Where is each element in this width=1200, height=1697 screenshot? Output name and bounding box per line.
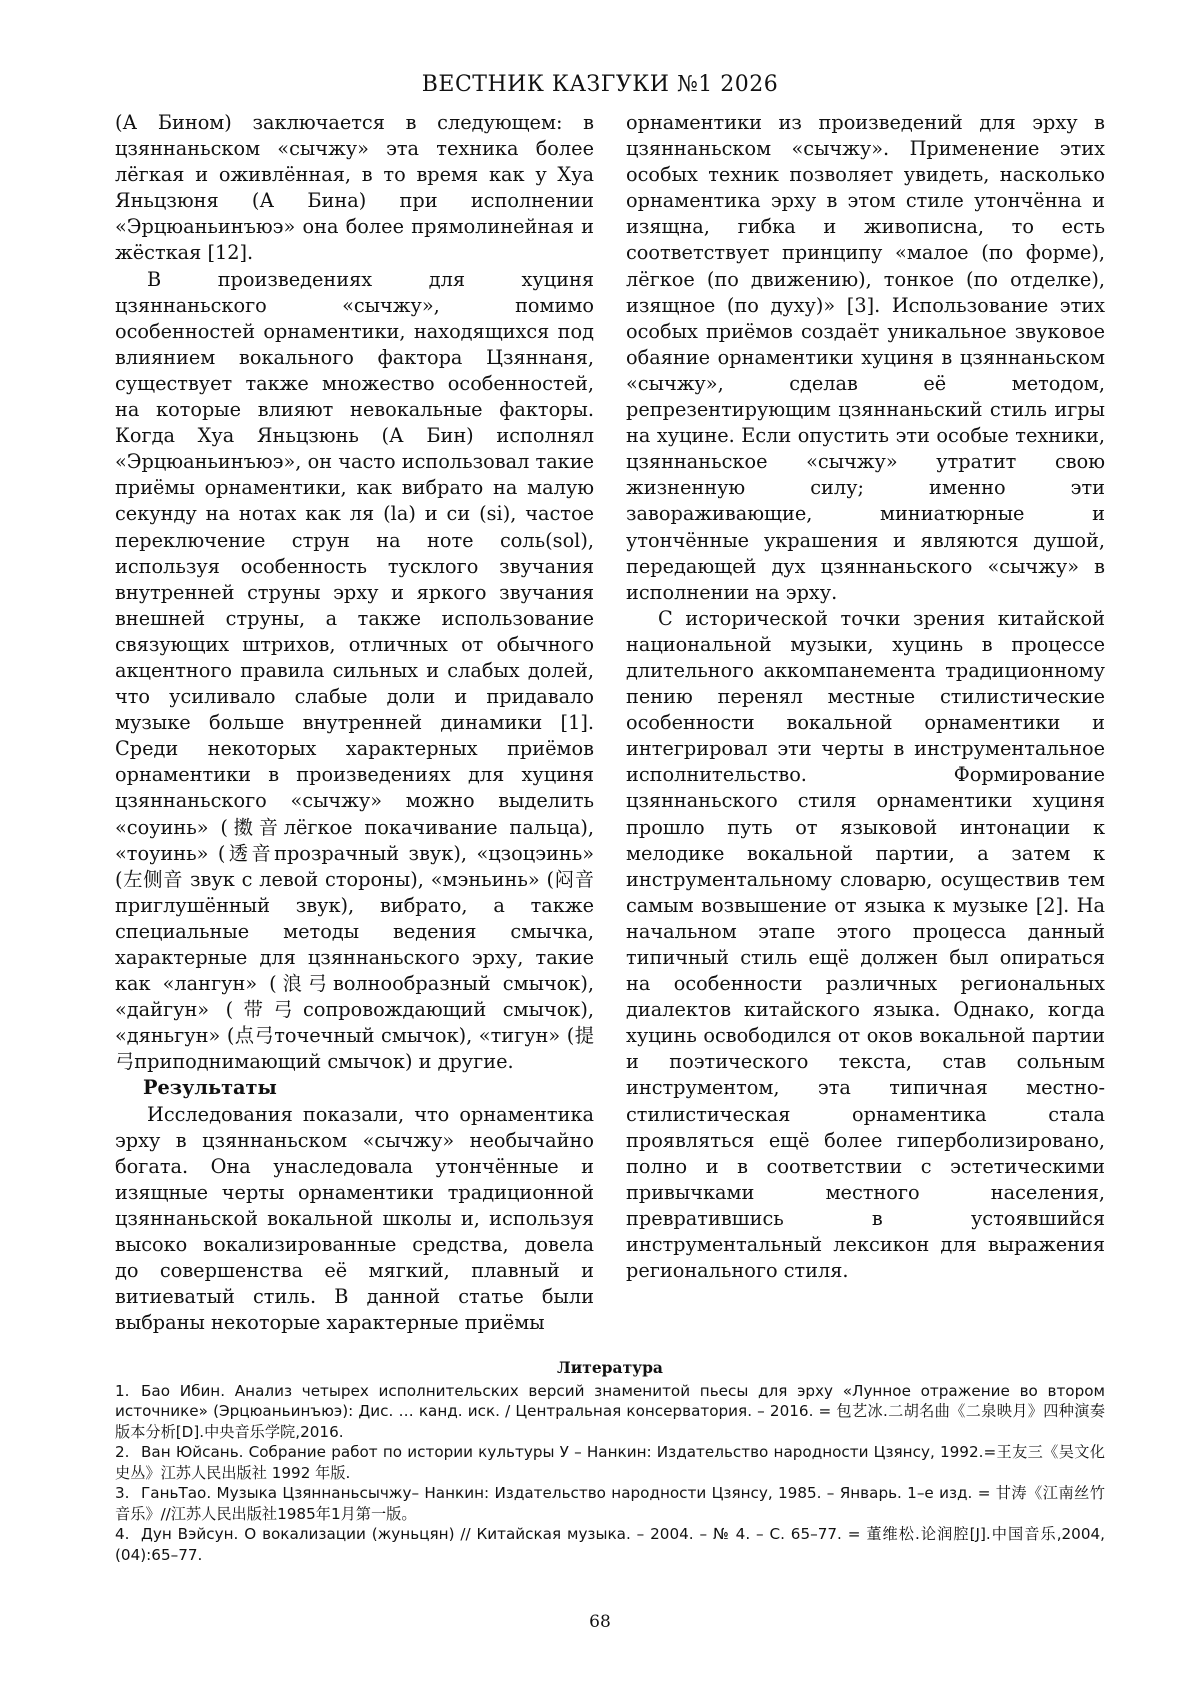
right-column (626, 110, 1105, 1284)
paragraph: (А Бином) заключается в следующем: в цзяннаньском «сычжу» эта техника более лёгкая и оживлённая, в то время как у Хуа Яньцзюня (А Бина) при исполнении «Эрцюаньинъюэ» она более прямолинейная и жёсткая [12]. (115, 111, 594, 265)
results-heading: Результаты (143, 1076, 277, 1100)
paragraph: Исследования показали, что орнаментика эрху в цзяннаньском «сычжу» необычайно богата. Она унаследовала утончённые и изящные черты орнаментики традиционной цзяннаньской вокальной школы и, используя высоко вокализированные средства, довела до совершенства её мягкий, плавный и витиеватый стиль. В данной статье были выбраны некоторые характерные приёмы (115, 1102, 594, 1335)
reference-item: 2. Ван Юйсань. Собрание работ по истории культуры У – Нанкин: Издательство народности Цзянсу, 1992.=王友三《吴文化史丛》江苏人民出版社 1992 年版. (115, 1443, 1105, 1482)
paragraph: С исторической точки зрения китайской национальной музыки, хуцинь в процессе длительного аккомпанемента традиционному пению перенял местные стилистические особенности вокальной орнаментики и интегрировал эти черты в инструментальное исполнительство. Формирование цзяннаньского стиля орнаментики хуциня прошло путь от языковой интонации к мелодике вокальной партии, а затем к инструментальному словарю, осуществив тем самым возвышение от языка к музыке [2]. На начальном этапе этого процесса данный типичный стиль ещё должен был опираться на особенности различных региональных диалектов китайского языка. Однако, когда хуцинь освободился от оков вокальной партии и поэтического текста, став сольным инструментом, эта типичная местно-стилистическая орнаментика стала проявляться ещё более гиперболизировано, полно и в соответствии с эстетическими привычками местного населения, превратившись в устоявшийся инструментальный лексикон для выражения регионального стиля. (626, 606, 1105, 1283)
left-column (115, 110, 594, 1336)
page-number: 68 (589, 1612, 611, 1632)
reference-item: 4. Дун Вэйсун. О вокализации (жуньцян) // Китайская музыка. – 2004. – № 4. – С. 65–77. = 董维松.论润腔[J].中国音乐,2004, (04):65–77. (115, 1525, 1105, 1564)
references-section (115, 1358, 1105, 1565)
reference-item: 3. ГаньТао. Музыка Цзяннаньсычжу– Нанкин: Издательство народности Цзянсу, 1985. – Январь. 1–е изд. = 甘涛《江南丝竹音乐》//江苏人民出版社1985年1月第一版。 (115, 1484, 1105, 1523)
paragraph: В произведениях для хуциня цзяннаньского «сычжу», помимо особенностей орнаментики, находящихся под влиянием вокального фактора Цзяннаня, существует также множество особенностей, на которые влияют невокальные факторы. Когда Хуа Яньцзюнь (А Бин) исполнял «Эрцюаньинъюэ», он часто использовал такие приёмы орнаментики, как вибрато на малую секунду на нотах как ля (la) и си (si), частое переключение струн на ноте соль(sol), используя особенность тусклого звучания внутренней струны эрху и яркого звучания внешней струны, а также использование связующих штрихов, отличных от обычного акцентного правила сильных и слабых долей, что усиливало слабые доли и придавало музыке больше внутренней динамики [1]. Среди некоторых характерных приёмов орнаментики в произведениях для хуциня цзяннаньского «сычжу» можно выделить «соуинь» (擞音лёгкое покачивание пальца), «тоуинь» (透音прозрачный звук), «цзоцэинь» (左侧音 звук с левой стороны), «мэньинь» (闷音приглушённый звук), вибрато, а также специальные методы ведения смычка, характерные для цзяннаньского эрху, такие как «лангун» (浪弓волнообразный смычок), «дайгун» (带弓сопровождающий смычок), «дяньгун» (点弓точечный смычок), «тигун» (提弓приподнимающий смычок) и другие. (115, 267, 594, 1074)
journal-header: ВЕСТНИК КАЗГУКИ №1 2026 (421, 72, 779, 97)
paragraph: орнаментики из произведений для эрху в цзяннаньском «сычжу». Применение этих особых техник позволяет увидеть, насколько орнаментика эрху в этом стиле утончённа и изящна, гибка и живописна, то есть соответствует принципу «малое (по форме), лёгкое (по движению), тонкое (по отделке), изящное (по духу)» [3]. Использование этих особых приёмов создаёт уникальное звуковое обаяние орнаментики хуциня в цзяннаньском «сычжу», сделав её методом, репрезентирующим цзяннаньский стиль игры на хуцине. Если опустить эти особые техники, цзяннаньское «сычжу» утратит свою жизненную силу; именно эти завораживающие, миниатюрные и утончённые украшения и являются душой, передающей дух цзяннаньского «сычжу» в исполнении на эрху. (626, 111, 1105, 604)
reference-item: 1. Бао Ибин. Анализ четырех исполнительских версий знаменитой пьесы для эрху «Лунное отражение во втором источнике» (Эрцюаньинъюэ): Дис. … канд. иск. / Центральная консерватория. – 2016. = 包艺冰.二胡名曲《二泉映月》四种演奏版本分析[D].中央音乐学院,2016. (115, 1381, 1105, 1441)
references-heading: Литература (557, 1358, 663, 1377)
